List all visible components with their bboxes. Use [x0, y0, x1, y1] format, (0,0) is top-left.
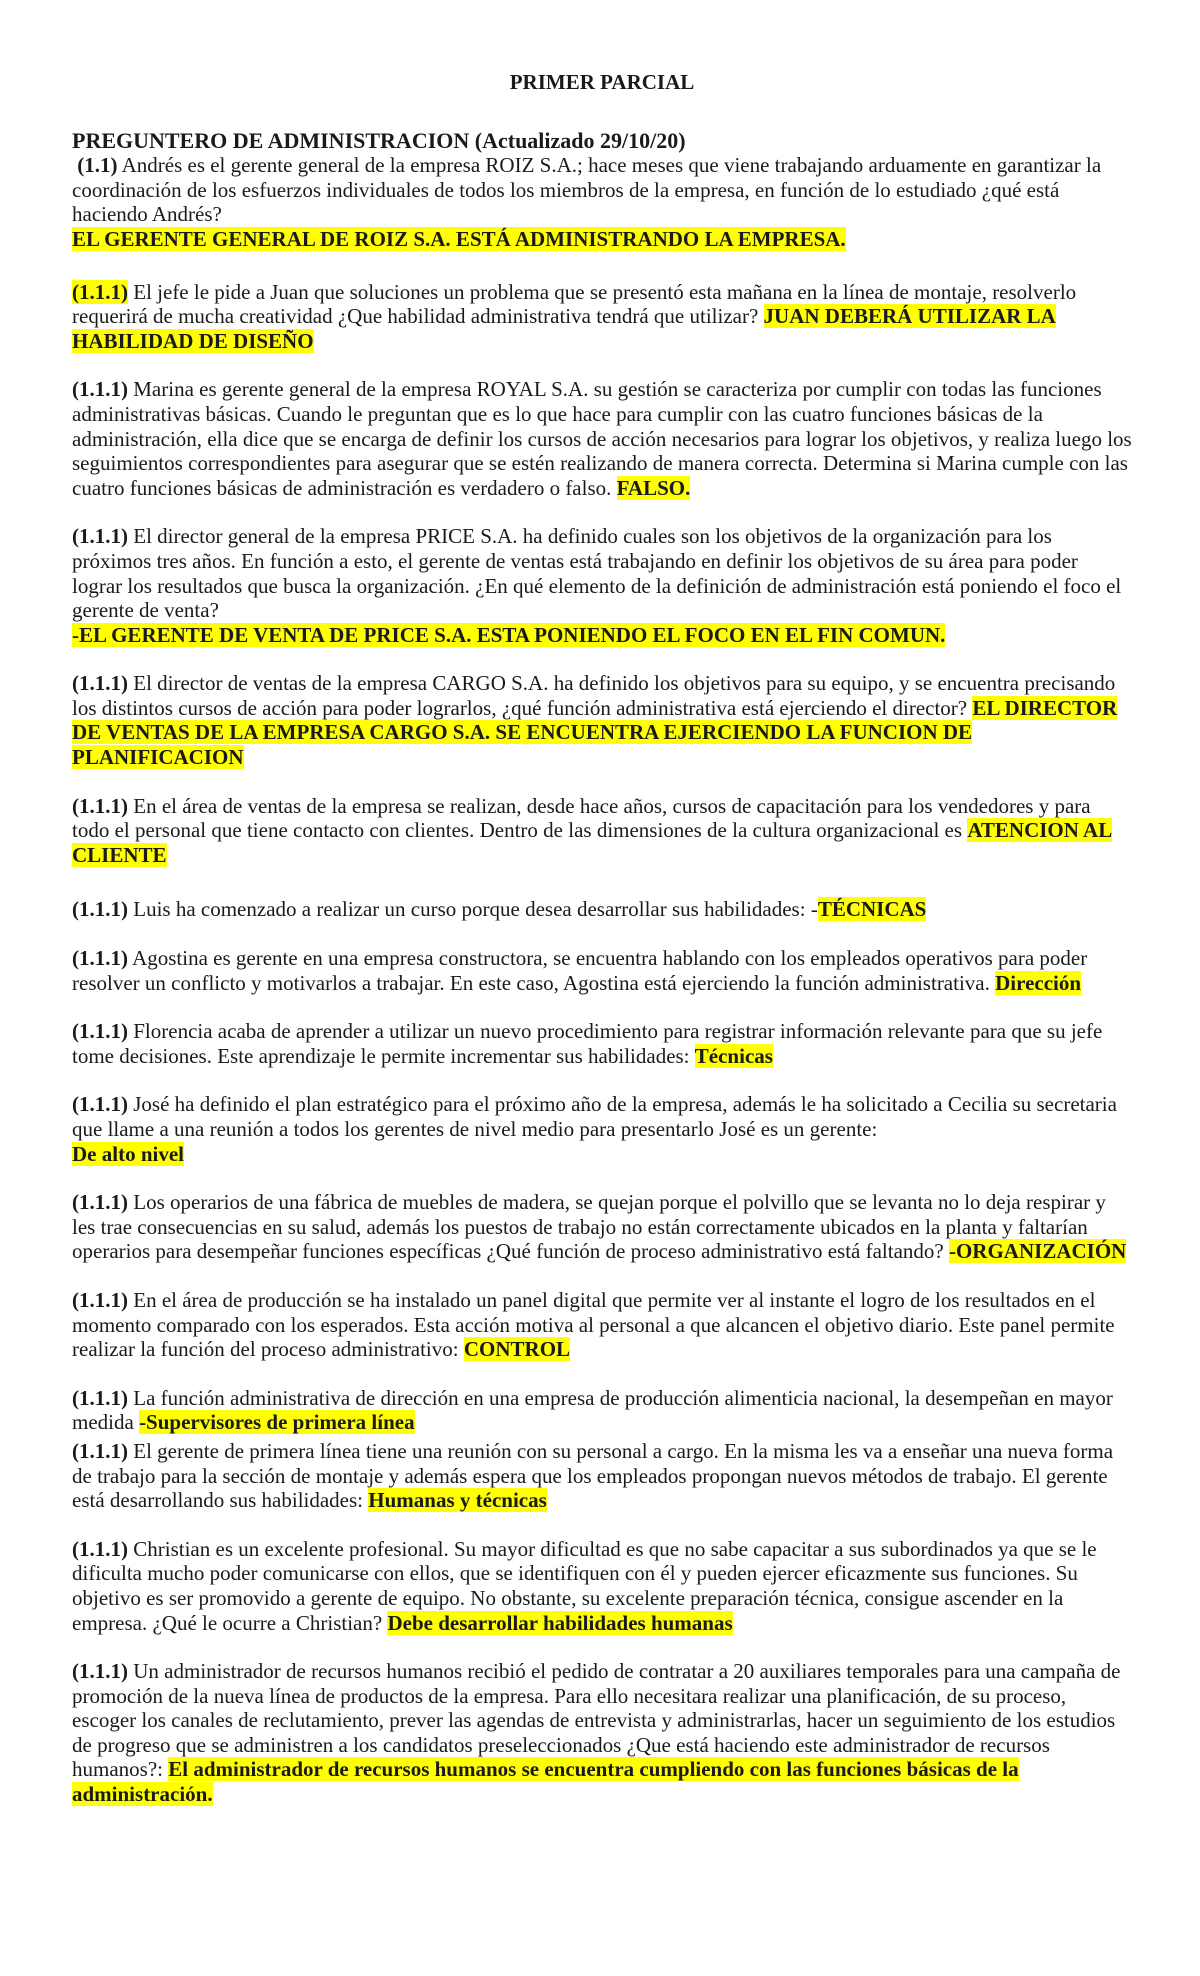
document-page — [72, 70, 1132, 1831]
question-item — [72, 153, 1132, 251]
question-item — [72, 1386, 1132, 1435]
question-text: El director de ventas de la empresa CARGO S.A. ha definido los objetivos para su equipo, y se encuentra precisando los distintos cursos de acción para poder lograrlos, ¿qué función administrativa está ejerciendo el director? — [72, 671, 1116, 720]
question-number: (1.1.1) — [72, 1190, 128, 1215]
question-number: (1.1.1) — [72, 671, 128, 696]
question-number: (1.1) — [77, 153, 118, 178]
question-text: Agostina es gerente en una empresa constructora, se encuentra hablando con los empleados operativos para poder resolver un conflicto y motivarlos a trabajar. En este caso, Agostina está ejerciendo la función administrativa. — [72, 946, 1088, 995]
answer-highlight: EL GERENTE GENERAL DE ROIZ S.A. ESTÁ ADMINISTRANDO LA EMPRESA. — [72, 226, 846, 251]
question-number: (1.1.1) — [72, 1438, 128, 1463]
question-number: (1.1.1) — [72, 1092, 128, 1117]
document-title: PRIMER PARCIAL — [509, 70, 695, 94]
question-text: Florencia acaba de aprender a utilizar un nuevo procedimiento para registrar información relevante para que su jefe tome decisiones. Este aprendizaje le permite incrementar sus habilidades: — [72, 1019, 1103, 1068]
question-number: (1.1.1) — [72, 524, 128, 549]
answer-highlight: -Supervisores de primera línea — [139, 1410, 415, 1435]
question-item — [72, 794, 1132, 868]
question-item — [72, 671, 1132, 769]
question-text: José ha definido el plan estratégico para el próximo año de la empresa, además le ha solicitado a Cecilia su secretaria que llame a una reunión a todos los gerentes de nivel medio para presentarlo José es un gerente: — [72, 1092, 1117, 1141]
question-item — [72, 377, 1132, 500]
question-text: El gerente de primera línea tiene una reunión con su personal a cargo. En la misma les va a enseñar una nueva forma de trabajo para la sección de montaje y además espera que los empleados propongan nuevos métodos de trabajo. El gerente está desarrollando sus habilidades: — [72, 1438, 1114, 1513]
answer-highlight: El administrador de recursos humanos se encuentra cumpliendo con las funciones básicas de la administración. — [72, 1757, 1019, 1807]
question-item — [72, 1659, 1132, 1807]
question-item — [72, 1288, 1132, 1362]
answer-highlight: JUAN DEBERÁ UTILIZAR LA HABILIDAD DE DISEÑO — [72, 304, 1056, 353]
question-item — [72, 280, 1132, 354]
question-number: (1.1.1) — [72, 1287, 128, 1312]
question-item — [72, 1092, 1132, 1166]
question-number: (1.1.1) — [72, 793, 128, 818]
question-number: (1.1.1) — [72, 1536, 128, 1561]
question-number: (1.1.1) — [72, 946, 128, 971]
answer-highlight: Humanas y técnicas — [368, 1488, 547, 1513]
question-item — [72, 946, 1132, 995]
question-text: Los operarios de una fábrica de muebles de madera, se quejan porque el polvillo que se levanta no lo deja respirar y les trae consecuencias en su salud, además los puestos de trabajo no están correctamente ubicados en la planta y faltarían operarios para desempeñar funciones específicas ¿Qué función de proceso administrativo está faltando? — [72, 1190, 1106, 1264]
question-text: En el área de ventas de la empresa se realizan, desde hace años, cursos de capacitación para los vendedores y para todo el personal que tiene contacto con clientes. Dentro de las dimensiones de la cultura organizacional es — [72, 793, 1091, 843]
question-item — [72, 1190, 1132, 1264]
question-text: Andrés es el gerente general de la empresa ROIZ S.A.; hace meses que viene trabajando arduamente en garantizar la coordinación de los esfuerzos individuales de todos los miembros de la empresa, en función de lo estudiado ¿qué está haciendo Andrés? — [72, 153, 1102, 227]
answer-highlight: EL DIRECTOR DE VENTAS DE LA EMPRESA CARGO S.A. SE ENCUENTRA EJERCIENDO LA FUNCION DE PLANIFICACION — [72, 695, 1118, 770]
answer-highlight: Dirección — [995, 970, 1082, 995]
answer-highlight: ATENCION AL CLIENTE — [72, 818, 1113, 867]
question-text: El director general de la empresa PRICE S.A. ha definido cuales son los objetivos de la organización para los próximos tres años. En función a esto, el gerente de ventas está trabajando en definir los objetivos de su área para poder lograr los resultados que busca la organización. ¿En qué elemento de la definición de administración está poniendo el foco el gerente de venta? — [72, 524, 1122, 623]
question-text: Marina es gerente general de la empresa ROYAL S.A. su gestión se caracteriza por cumplir con todas las funciones administrativas básicas. Cuando le preguntan que es lo que hace para cumplir con las cuatro funciones básicas de la administración, ella dice que se encarga de definir los cursos de acción necesarios para lograr los objetivos, y realiza luego los seguimientos correspondientes para asegurar que se estén realizando de manera correcta. Determina si Marina cumple con las cuatro funciones básicas de administración es verdadero o falso. — [72, 377, 1132, 500]
answer-highlight: Debe desarrollar habilidades humanas — [387, 1610, 733, 1635]
question-text: Luis ha comenzado a realizar un curso porque desea desarrollar sus habilidades: - — [133, 897, 818, 922]
answer-highlight: TÉCNICAS — [817, 897, 927, 922]
question-number: (1.1.1) — [72, 1385, 128, 1410]
question-item — [72, 1019, 1132, 1068]
question-text: Christian es un excelente profesional. Su mayor dificultad es que no sabe capacitar a sus subordinados ya que se le dificulta mucho poder comunicarse con ellos, que se identifiquen con él y pueden ejercer eficazmente sus funciones. Su objetivo es ser promovido a gerente de equipo. No obstante, su excelente preparación técnica, consigue ascender en la empresa. ¿Qué le ocurre a Christian? — [72, 1536, 1097, 1635]
question-item — [72, 1537, 1132, 1635]
answer-highlight: FALSO. — [616, 475, 691, 500]
question-text: La función administrativa de dirección en una empresa de producción alimenticia nacional, la desempeñan en mayor medida — [72, 1385, 1113, 1435]
question-number: (1.1.1) — [72, 897, 128, 922]
document-subtitle: PREGUNTERO DE ADMINISTRACION (Actualizado 29/10/20) — [72, 127, 686, 153]
question-text: Un administrador de recursos humanos recibió el pedido de contratar a 20 auxiliares temporales para una campaña de promoción de la nueva línea de productos de la empresa. Para ello necesitara realizar una planificación, de su proceso, escoger los canales de reclutamiento, prever las agendas de entrevista y administrarlas, hacer un seguimiento de los estudios de progreso que se administren a los candidatos preseleccionados ¿Que está haciendo este administrador de recursos humanos?: — [72, 1659, 1121, 1782]
question-number: (1.1.1) — [72, 1659, 128, 1684]
question-text: En el área de producción se ha instalado un panel digital que permite ver al instante el logro de los resultados en el momento comparado con los esperados. Esta acción motiva al personal a que alcancen el objetivo diario. Este panel permite realizar la función del proceso administrativo: — [72, 1287, 1115, 1362]
answer-highlight: Técnicas — [694, 1043, 773, 1068]
answer-highlight: CONTROL — [463, 1337, 571, 1362]
question-number: (1.1.1) — [72, 1019, 128, 1044]
question-item — [72, 897, 1132, 922]
question-item — [72, 524, 1132, 647]
answer-highlight: -EL GERENTE DE VENTA DE PRICE S.A. ESTA PONIENDO EL FOCO EN EL FIN COMUN. — [72, 622, 946, 647]
question-number: (1.1.1) — [72, 377, 128, 402]
question-text: El jefe le pide a Juan que soluciones un problema que se presentó esta mañana en la línea de montaje, resolverlo requerirá de mucha creatividad ¿Que habilidad administrativa tendrá que utilizar? — [72, 279, 1077, 329]
question-item — [72, 1439, 1132, 1513]
answer-highlight: -ORGANIZACIÓN — [948, 1239, 1127, 1264]
question-number: (1.1.1) — [72, 279, 128, 304]
answer-highlight: De alto nivel — [72, 1141, 184, 1166]
